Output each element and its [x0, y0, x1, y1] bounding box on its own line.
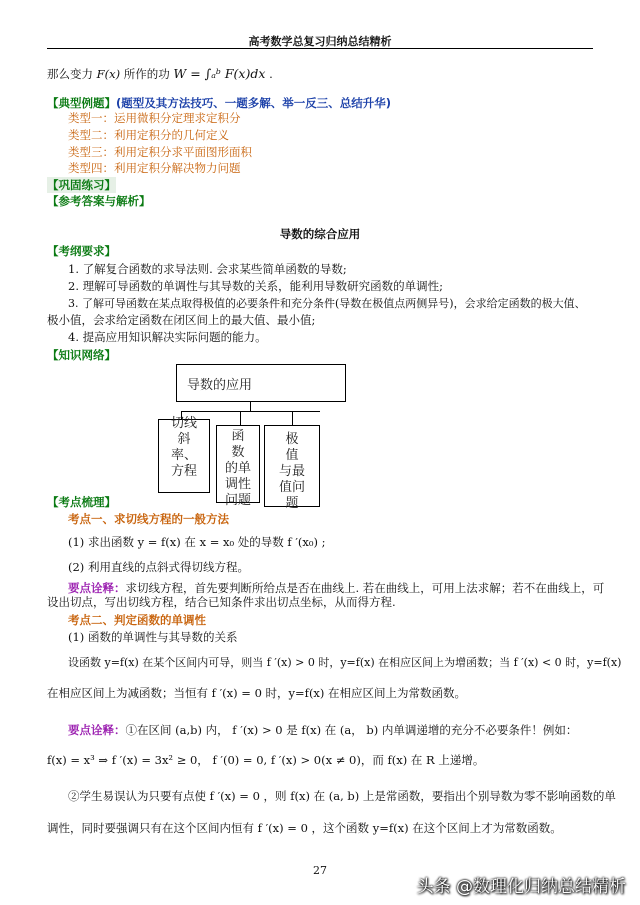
example-type-3: 类型三：利用定积分求平面图形面积: [68, 145, 252, 159]
point1-note-label: 要点诠释：: [68, 581, 126, 595]
requirement-item-1: 1. 了解复合函数的求导法则. 会求某些简单函数的导数;: [68, 262, 347, 276]
point2-note2-line2: 调性，同时要强调只有在这个区间内恒有 f ′(x) = 0 ，这个函数 y=f(x) 在这个区间上才为常数函数。: [47, 821, 562, 835]
diagram-child-extrema: 极 值 与最 值问 题: [264, 425, 320, 507]
point1-title: 考点一、求切线方程的一般方法: [68, 512, 229, 526]
network-heading: 【知识网络】: [47, 348, 116, 362]
answers-heading: 【参考答案与解析】: [47, 194, 151, 208]
example-type-2: 类型二：利用定积分的几何定义: [68, 128, 229, 142]
practice-heading: 【巩固练习】: [47, 178, 116, 192]
point1-note-line2: 设出切点，写出切线方程，结合已知条件求出切点坐标，从而得方程.: [47, 595, 396, 609]
diagram-connector-right: [292, 411, 293, 425]
work-formula: W = ∫ₐᵇ F(x)dx: [173, 66, 266, 81]
requirements-heading: 【考纲要求】: [47, 244, 116, 258]
point1-note-line1: 要点诠释：求切线方程，首先要判断所给点是否在曲线上. 若在曲线上，可用上法求解；若不在曲线上，可: [68, 581, 605, 595]
point2-note2-line1: ②学生易误认为只要有点使 f ′(x) = 0 ，则 f(x) 在 (a, b) 上是常函数，要指出个别导数为零不影响函数的单: [68, 789, 616, 803]
point2-title: 考点二、判定函数的单调性: [68, 613, 206, 627]
examples-heading: 【典型例题】: [47, 96, 116, 110]
point1-step2: (2) 利用直线的点斜式得切线方程。: [68, 560, 249, 574]
header-divider: [47, 48, 593, 49]
diagram-connector-trunk: [250, 401, 251, 411]
example-type-1: 类型一：运用微积分定理求定积分: [68, 111, 241, 125]
intro-prefix: 那么变力: [47, 67, 93, 81]
point2-note-label: 要点诠释：: [68, 723, 126, 737]
intro-line: [47, 66, 273, 82]
point2-para1-line1: 设函数 y=f(x) 在某个区间内可导，则当 f ′(x) > 0 时，y=f(x) 在相应区间上为增函数；当 f ′(x) < 0 时，y=f(x): [68, 656, 622, 669]
requirement-item-2: 2. 理解可导函数的单调性与其导数的关系，能利用导数研究函数的单调性;: [68, 279, 443, 293]
point1-step1: (1) 求出函数 y = f(x) 在 x = x₀ 处的导数 f ′(x₀) ;: [68, 535, 326, 549]
diagram-root-box: [176, 364, 346, 402]
example-type-4: 类型四：利用定积分解决物力问题: [68, 161, 241, 175]
requirement-item-4: 4. 提高应用知识解决实际问题的能力。: [68, 330, 267, 344]
point2-sub1: (1) 函数的单调性与其导数的关系: [68, 630, 238, 644]
examples-heading-line: [47, 92, 391, 111]
page-number: 27: [313, 864, 327, 877]
diagram-child-monotonic: 函 数 的单 调性 问题: [216, 425, 260, 503]
diagram-child-tangent: 切线 斜 率、 方程: [158, 419, 210, 493]
section-title: 导数的综合应用: [279, 227, 361, 241]
point2-para1-line2: 在相应区间上为减函数；当恒有 f ′(x) = 0 时，y=f(x) 在相应区间上为常数函数。: [47, 686, 467, 700]
intro-fx: F(x): [96, 67, 121, 81]
diagram-connector-bar: [181, 411, 320, 412]
diagram-connector-mid: [240, 411, 241, 425]
intro-suffix: .: [269, 67, 273, 81]
point2-note1-line2: f(x) = x³ ⇒ f ′(x) = 3x² ≥ 0， f ′(0) = 0, f ′(x) > 0(x ≠ 0)，而 f(x) 在 R 上递增。: [47, 753, 485, 767]
points-heading: 【考点梳理】: [47, 495, 116, 509]
watermark: 头条 @数理化归纳总结精析: [416, 877, 626, 897]
examples-subheading: (题型及其方法技巧、一题多解、举一反三、总结升华): [116, 96, 392, 110]
page-header-title: 高考数学总复习归纳总结精析: [248, 35, 392, 48]
diagram-root-label: 导数的应用: [187, 378, 253, 393]
requirement-item-3: 3. 了解可导函数在某点取得极值的必要条件和充分条件(导数在极值点两侧异号)，会求给定函数的极大值、: [68, 297, 586, 310]
requirement-item-3-cont: 极小值，会求给定函数在闭区间上的最大值、最小值;: [47, 313, 316, 327]
intro-mid: 所作的功: [123, 67, 170, 81]
point2-note1-line1: 要点诠释：①在区间 (a,b) 内， f ′(x) > 0 是 f(x) 在 (a， b) 内单调递增的充分不必要条件！例如：: [68, 723, 578, 737]
